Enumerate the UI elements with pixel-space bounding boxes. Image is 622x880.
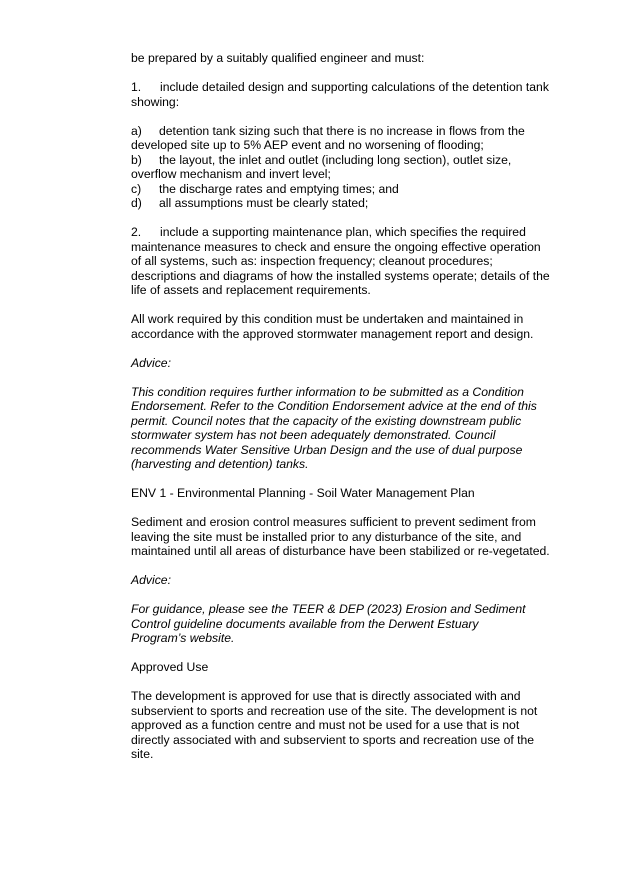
list-item-1-line-1: include detailed design and supporting calculations of the detention tank [160, 80, 549, 94]
approved-use-line-2: subservient to sports and recreation use of the site. The development is not [131, 703, 538, 718]
subitem-a-label: a) [131, 123, 142, 138]
advice-1-line-1: This condition requires further information to be submitted as a Condition [131, 384, 524, 399]
list-item-2 [131, 225, 571, 298]
work-required-line-1: All work required by this condition must be undertaken and maintained in [131, 312, 524, 326]
subitem-b-line-1: the layout, the inlet and outlet (including long section), outlet size, [159, 152, 512, 167]
subitem-d-line-1: all assumptions must be clearly stated; [159, 196, 369, 210]
approved-use-line-5: site. [131, 747, 154, 761]
work-required-line-2: accordance with the approved stormwater management report and design. [131, 326, 534, 341]
intro-paragraph [131, 51, 571, 66]
advice-1-line-3: permit. Council notes that the capacity of the existing downstream public [131, 413, 522, 428]
subitem-b-label: b) [131, 152, 142, 167]
list-item-2-line-3: of all systems, such as: inspection frequency; cleanout procedures; [131, 254, 493, 268]
approved-use-heading: Approved Use [131, 660, 209, 674]
advice-1-line-4: stormwater system has not been adequately demonstrated. Council [131, 428, 496, 442]
advice-2-line-2: Control guideline documents available from the Derwent Estuary [131, 616, 479, 631]
env-1-line-2: leaving the site must be installed prior to any disturbance of the site, and [131, 529, 522, 544]
advice-1-line-5: recommends Water Sensitive Urban Design and the use of dual purpose [131, 442, 523, 457]
env-1-heading: ENV 1 - Environmental Planning - Soil Water Management Plan [131, 486, 475, 500]
advice-1-paragraph [131, 385, 571, 472]
advice-2-line-3: Program’s website. [131, 631, 235, 645]
approved-use-paragraph [131, 689, 571, 762]
advice-1-line-2: Endorsement. Refer to the Condition Endorsement advice at the end of this [131, 399, 537, 413]
env-1-paragraph [131, 515, 571, 559]
env-1-line-1: Sediment and erosion control measures sufficient to prevent sediment from [131, 515, 536, 529]
advice-1-line-6: (harvesting and detention) tanks. [131, 457, 309, 471]
advice-2-heading: Advice: [131, 573, 171, 587]
advice-2-line-1: For guidance, please see the TEER & DEP (2023) Erosion and Sediment [131, 602, 526, 616]
subitem-c-line-1: the discharge rates and emptying times; and [159, 181, 399, 196]
document-page [131, 51, 571, 762]
approved-use-line-4: directly associated with and subservient to sports and recreation use of the [131, 732, 535, 747]
subitem-b-line-2: overflow mechanism and invert level; [131, 167, 331, 181]
list-item-1 [131, 80, 571, 109]
subitem-a-line-1: detention tank sizing such that there is no increase in flows from the [159, 123, 525, 138]
env-1-line-3: maintained until all areas of disturbance have been stabilized or re-vegetated. [131, 544, 550, 558]
subitem-a-line-2: developed site up to 5% AEP event and no worsening of flooding; [131, 138, 484, 152]
approved-use-line-1: The development is approved for use that is directly associated with and [131, 689, 521, 703]
advice-2-paragraph [131, 602, 571, 646]
list-item-2-label: 2. [131, 225, 142, 239]
intro-line: be prepared by a suitably qualified engineer and must: [131, 51, 425, 65]
subitem-c-label: c) [131, 181, 142, 196]
list-item-2-line-4: descriptions and diagrams of how the installed systems operate; details of the [131, 268, 550, 283]
work-required-paragraph [131, 312, 571, 341]
list-item-1-line-2: showing: [131, 94, 180, 109]
advice-1-heading: Advice: [131, 355, 171, 370]
list-item-2-line-2: maintenance measures to check and ensure the ongoing effective operation [131, 239, 541, 254]
approved-use-line-3: approved as a function centre and must not be used for a use that is not [131, 718, 520, 732]
list-item-1-label: 1. [131, 80, 142, 94]
sublist [131, 124, 571, 211]
list-item-2-line-1: include a supporting maintenance plan, which specifies the required [160, 225, 526, 239]
subitem-d-label: d) [131, 196, 142, 210]
list-item-2-line-5: life of assets and replacement requirements. [131, 283, 371, 297]
